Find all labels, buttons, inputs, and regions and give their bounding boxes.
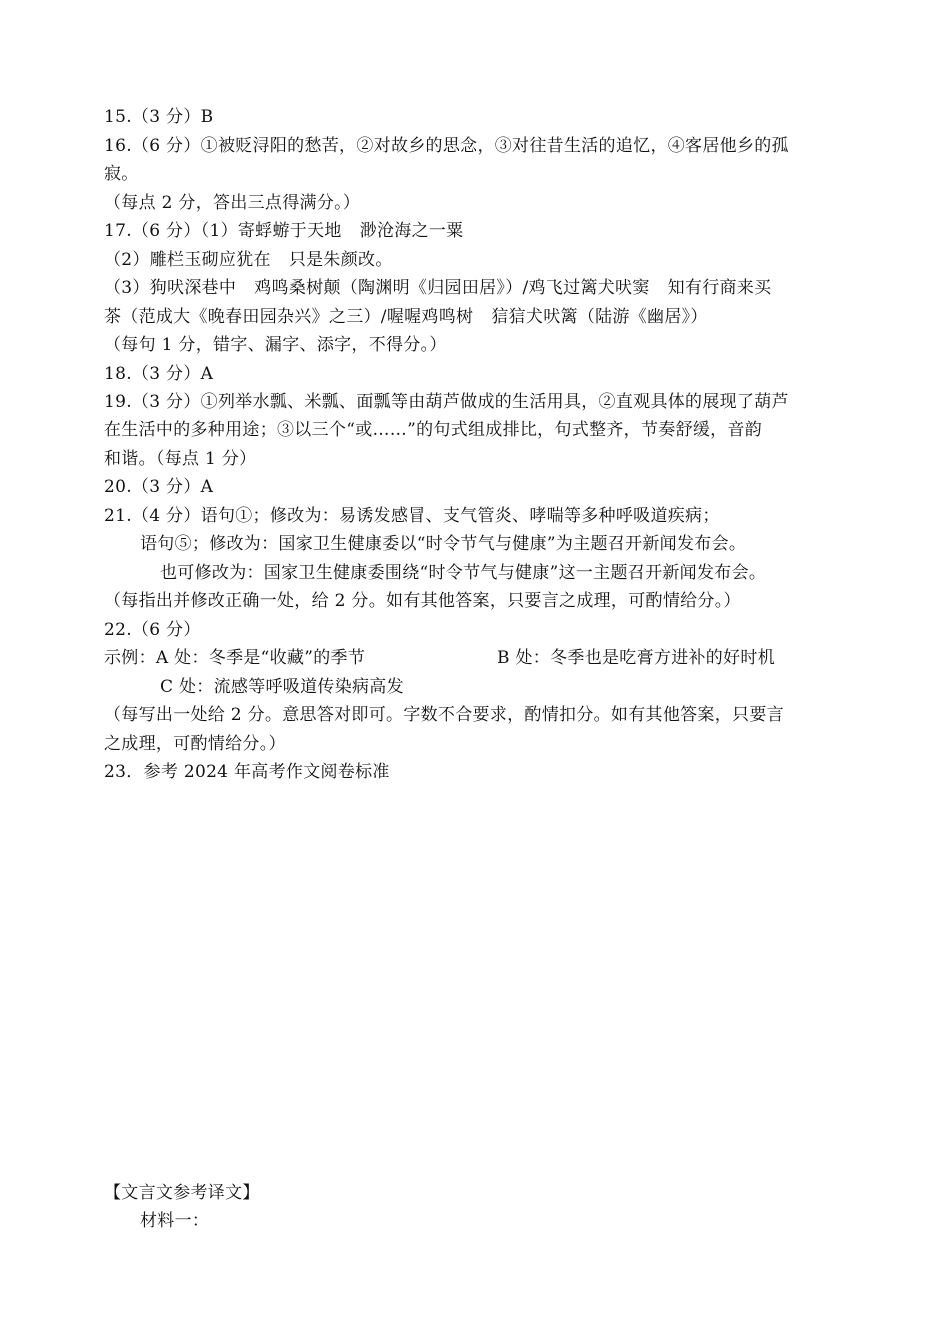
q17-part3-d: 茶（范成大《晚春田园杂兴》之三）/喔喔鸡鸣树	[104, 307, 474, 327]
answer-q21-line1: 21.（4 分）语句①；修改为：易诱发感冒、支气管炎、哮喘等多种呼吸道疾病；	[104, 506, 720, 526]
answer-q17-line2	[104, 246, 393, 274]
answer-q22-head: 22.（6 分）	[104, 620, 201, 640]
answer-q22-line1	[104, 644, 864, 672]
answer-q19-line2: 在生活中的多种用途；③以三个“或……”的句式组成排比，句式整齐，节奏舒缓，音韵	[104, 420, 763, 440]
answer-q17-line1	[104, 217, 463, 245]
q17-part1-a: 17.（6 分）（1）寄蜉蝣于天地	[104, 221, 342, 241]
answer-q18: 18.（3 分）A	[104, 364, 214, 384]
answer-q16-line1: 16.（6 分）①被贬浔阳的愁苦，②对故乡的思念，③对往昔生活的追忆，④客居他乡的孤	[104, 136, 789, 156]
answer-q22-line2: C 处：流感等呼吸道传染病高发	[160, 677, 404, 697]
answer-q19-line3: 和谐。（每点 1 分）	[104, 449, 257, 469]
answer-q23: 23．参考 2024 年高考作文阅卷标准	[104, 762, 390, 782]
answer-q17-note: （每句 1 分，错字、漏字、添字，不得分。）	[104, 335, 447, 355]
q17-part2-a: （2）雕栏玉砌应犹在	[104, 250, 271, 270]
q17-part2-b: 只是朱颜改。	[288, 250, 393, 270]
answer-q16-line2: 寂。	[104, 164, 139, 184]
answer-q20: 20.（3 分）A	[104, 477, 214, 497]
answer-q15: 15.（3 分）B	[104, 107, 214, 127]
answer-q16-note: （每点 2 分，答出三点得满分。）	[104, 193, 361, 213]
translation-material-label: 材料一：	[140, 1211, 210, 1231]
answer-q19-line1: 19.（3 分）①列举水瓢、米瓢、面瓢等由葫芦做成的生活用具，②直观具体的展现了葫芦	[104, 392, 789, 412]
q17-part3-e: 狺狺犬吠篱（陆游《幽居》）	[491, 307, 708, 327]
answer-q22-note-line1: （每写出一处给 2 分。意思答对即可。字数不合要求，酌情扣分。如有其他答案，只要言	[104, 705, 784, 725]
q22-item-a: 示例：A 处：冬季是“收藏”的季节	[104, 648, 366, 668]
answer-q17-line3	[104, 274, 771, 302]
q17-part3-c: 知有行商来买	[667, 278, 772, 298]
answer-q21-line3: 也可修改为：国家卫生健康委围绕“时令节气与健康”这一主题召开新闻发布会。	[160, 563, 767, 583]
q17-part3-a: （3）狗吠深巷中	[104, 278, 237, 298]
q17-part3-b: 鸡鸣桑树颠（陶渊明《归园田居》）/鸡飞过篱犬吠窦	[254, 278, 650, 298]
q22-item-b: B 处：冬季也是吃膏方进补的好时机	[497, 648, 775, 668]
translation-heading: 【文言文参考译文】	[104, 1183, 260, 1203]
answer-q21-line2: 语句⑤；修改为：国家卫生健康委以“时令节气与健康”为主题召开新闻发布会。	[140, 534, 747, 554]
answer-q22-note-line2: 之成理，可酌情给分。）	[104, 734, 286, 754]
answer-q17-line4	[104, 303, 708, 331]
q17-part1-b: 渺沧海之一粟	[359, 221, 464, 241]
answer-q21-note: （每指出并修改正确一处，给 2 分。如有其他答案，只要言之成理，可酌情给分。）	[104, 591, 741, 611]
